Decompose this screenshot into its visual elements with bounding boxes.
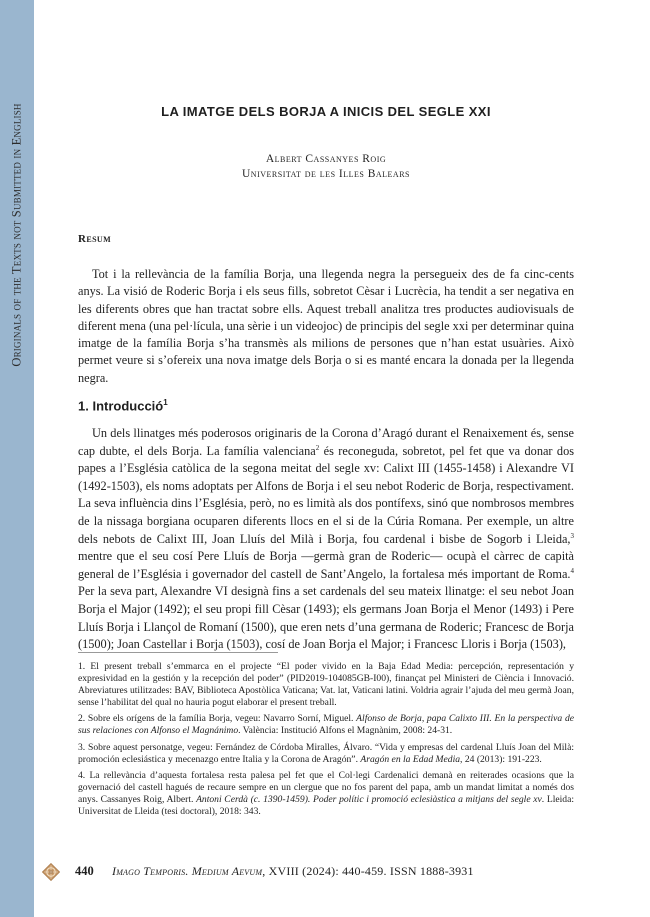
body-text-part: és reconeguda, sobretot, pel fet que va donar dos papes a l’Església catòlica de la segona meitat del segle xv: Calixt III (1455-1458) i Alexandre VI (1492-1503), els noms adoptats per Alfons de Borja i el seu nebot Roderic de Borja, respectivament. La seva influència dins l’Església, però, no es limità als dos pontífexs, sinó que nombrosos membres de la nissaga borgiana ocuparen diferents llocs en el si de la Cúria Romana. Per exemple, un altre dels nebots de Calixt III, Joan Lluís del Milà i Borja, fou cardenal i bisbe de Sogorb i Lleida, [78, 443, 575, 546]
journal-citation [112, 864, 474, 879]
article-author: Albert Cassanyes Roig [265, 153, 387, 165]
footnote-text: . Lleida: Universitat de Lleida (tesi doctoral), 2018: 343. [78, 793, 575, 818]
section-heading [78, 398, 168, 413]
footnote-ref[interactable]: 2 [315, 443, 320, 452]
body-paragraph [78, 425, 574, 654]
sidebar-label: Originals of the Texts not Submitted in English [9, 103, 24, 367]
author-affiliation: Universitat de les Illes Balears [242, 168, 410, 180]
footnote-title: Aragón en la Edad Media [360, 753, 461, 765]
footnote-text: , 24 (2013): 191-223. [460, 753, 542, 765]
body-text-part: mentre que el seu cosí Pere Lluís de Borja —germà gran de Roderic— ocupà el càrrec de capità general de l’Església i governador del castell de Sant’Angelo, la fortalesa més important de Roma. [78, 549, 574, 581]
footnote-1: 1. El present treball s’emmarca en el projecte “El poder vivido en la Baja Edad Media: percepción, representación y expresividad en la gestión y la recepción del poder” (PID2019-104085GB-I00), finançat pel Ministeri de Ciència i Innovació. Abreviatures utilitzades: BAV, Biblioteca Apostòlica Vaticana; Vat. lat, Vaticani latini. Voldria agrair l’ajuda del meu germà Joan, sense l’habilitat del qual no hauria pogut elaborar el present treball. [78, 661, 574, 709]
footnote-2 [78, 713, 574, 737]
page-footer [40, 863, 600, 881]
footnote-3 [78, 742, 574, 766]
footnote-ref[interactable]: 1 [163, 398, 168, 407]
journal-details: , XVIII (2024): 440-459. ISSN 1888-3931 [262, 864, 474, 878]
abstract-heading: Resum [78, 233, 112, 245]
journal-name: Imago Temporis. Medium Aevum [112, 864, 263, 878]
footnote-divider [78, 652, 278, 653]
footnote-text: 3. Sobre aquest personatge, vegeu: Fernández de Córdoba Miralles, Álvaro. “Vida y empresas del cardenal Lluís Joan del Milà: promoción eclesiástica y mecenazgo entre Italia y la Corona de Aragón”. [78, 741, 574, 765]
footnote-4 [78, 770, 574, 818]
footnote-text: 4. La rellevància d’aquesta fortalesa resta palesa pel fet que el Col·legi Cardenalici demanà en reiterades ocasions que la governació del castell hagués de recaure sempre en un clergue que no fos parent del papa, amb un mandat limitat a només dos anys. Cassanyes Roig, Albert. [78, 769, 574, 805]
footnote-ref[interactable]: 3 [570, 531, 574, 540]
footnote-title: Alfonso de Borja, papa Calixto III. En la perspectiva de sus relaciones con Alfonso el Magnánimo [78, 713, 574, 737]
section-heading-text: 1. Introducció [78, 398, 164, 414]
body-text-part: Per la seva part, Alexandre VI designà fins a set cardenals del seu mateix llinatge: el seu nebot Joan Borja el Major (1492); el seu propi fill Cèsar (1493); els germans Joan Borja el Menor (1493) i Pere Lluís Borja i Llançol de Romaní (1500), que eren nets d’una germana de Roderic; Francesc de Borja (1500); Joan Castellar i Borja (1503), cosí de Joan Borja el Major; i Francesc Lloris i Borja (1503), [78, 584, 574, 652]
footnote-text: 2. Sobre els orígens de la família Borja, vegeu: Navarro Sorní, Miguel. [78, 713, 357, 725]
footnote-title: Antoni Cerdà (c. 1390-1459). Poder polític i promoció eclesiàstica a mitjans del segle xv [196, 793, 542, 805]
body-text-part: Un dels llinatges més poderosos originaris de la Corona d’Aragó durant el Renaixement és, sense cap dubte, el dels Borja. La família valenciana [78, 426, 574, 458]
sidebar-band [0, 0, 34, 917]
article-title: LA IMATGE DELS BORJA A INICIS DEL SEGLE XXI [161, 104, 491, 119]
footnote-text: . València: Institució Alfons el Magnànim, 2008: 24-31. [238, 725, 453, 737]
abstract-text: Tot i la rellevància de la família Borja, una llegenda negra la persegueix des de fa cinc-cents anys. La visió de Roderic Borja i els seus fills, sobretot Cèsar i Lucrècia, ha tendit a ser negativa en les diferents obres que han tractat sobre ells. Aquest treball analitza tres productes audiovisuals de diferent mena (una pel·lícula, una sèrie i un videojoc) de principis del segle xxi per determinar quina imatge de la família Borja s’ha transmès als milions de persones que n’han estat usuàries. Això permet veure si s’ofereix una nova imatge dels Borja o si es manté encara la donada per la llegenda negra. [78, 267, 574, 385]
footnote-ref[interactable]: 4 [570, 566, 574, 575]
ornament-logo-icon [42, 863, 60, 881]
page-number: 440 [75, 864, 94, 878]
footnotes [78, 661, 574, 822]
